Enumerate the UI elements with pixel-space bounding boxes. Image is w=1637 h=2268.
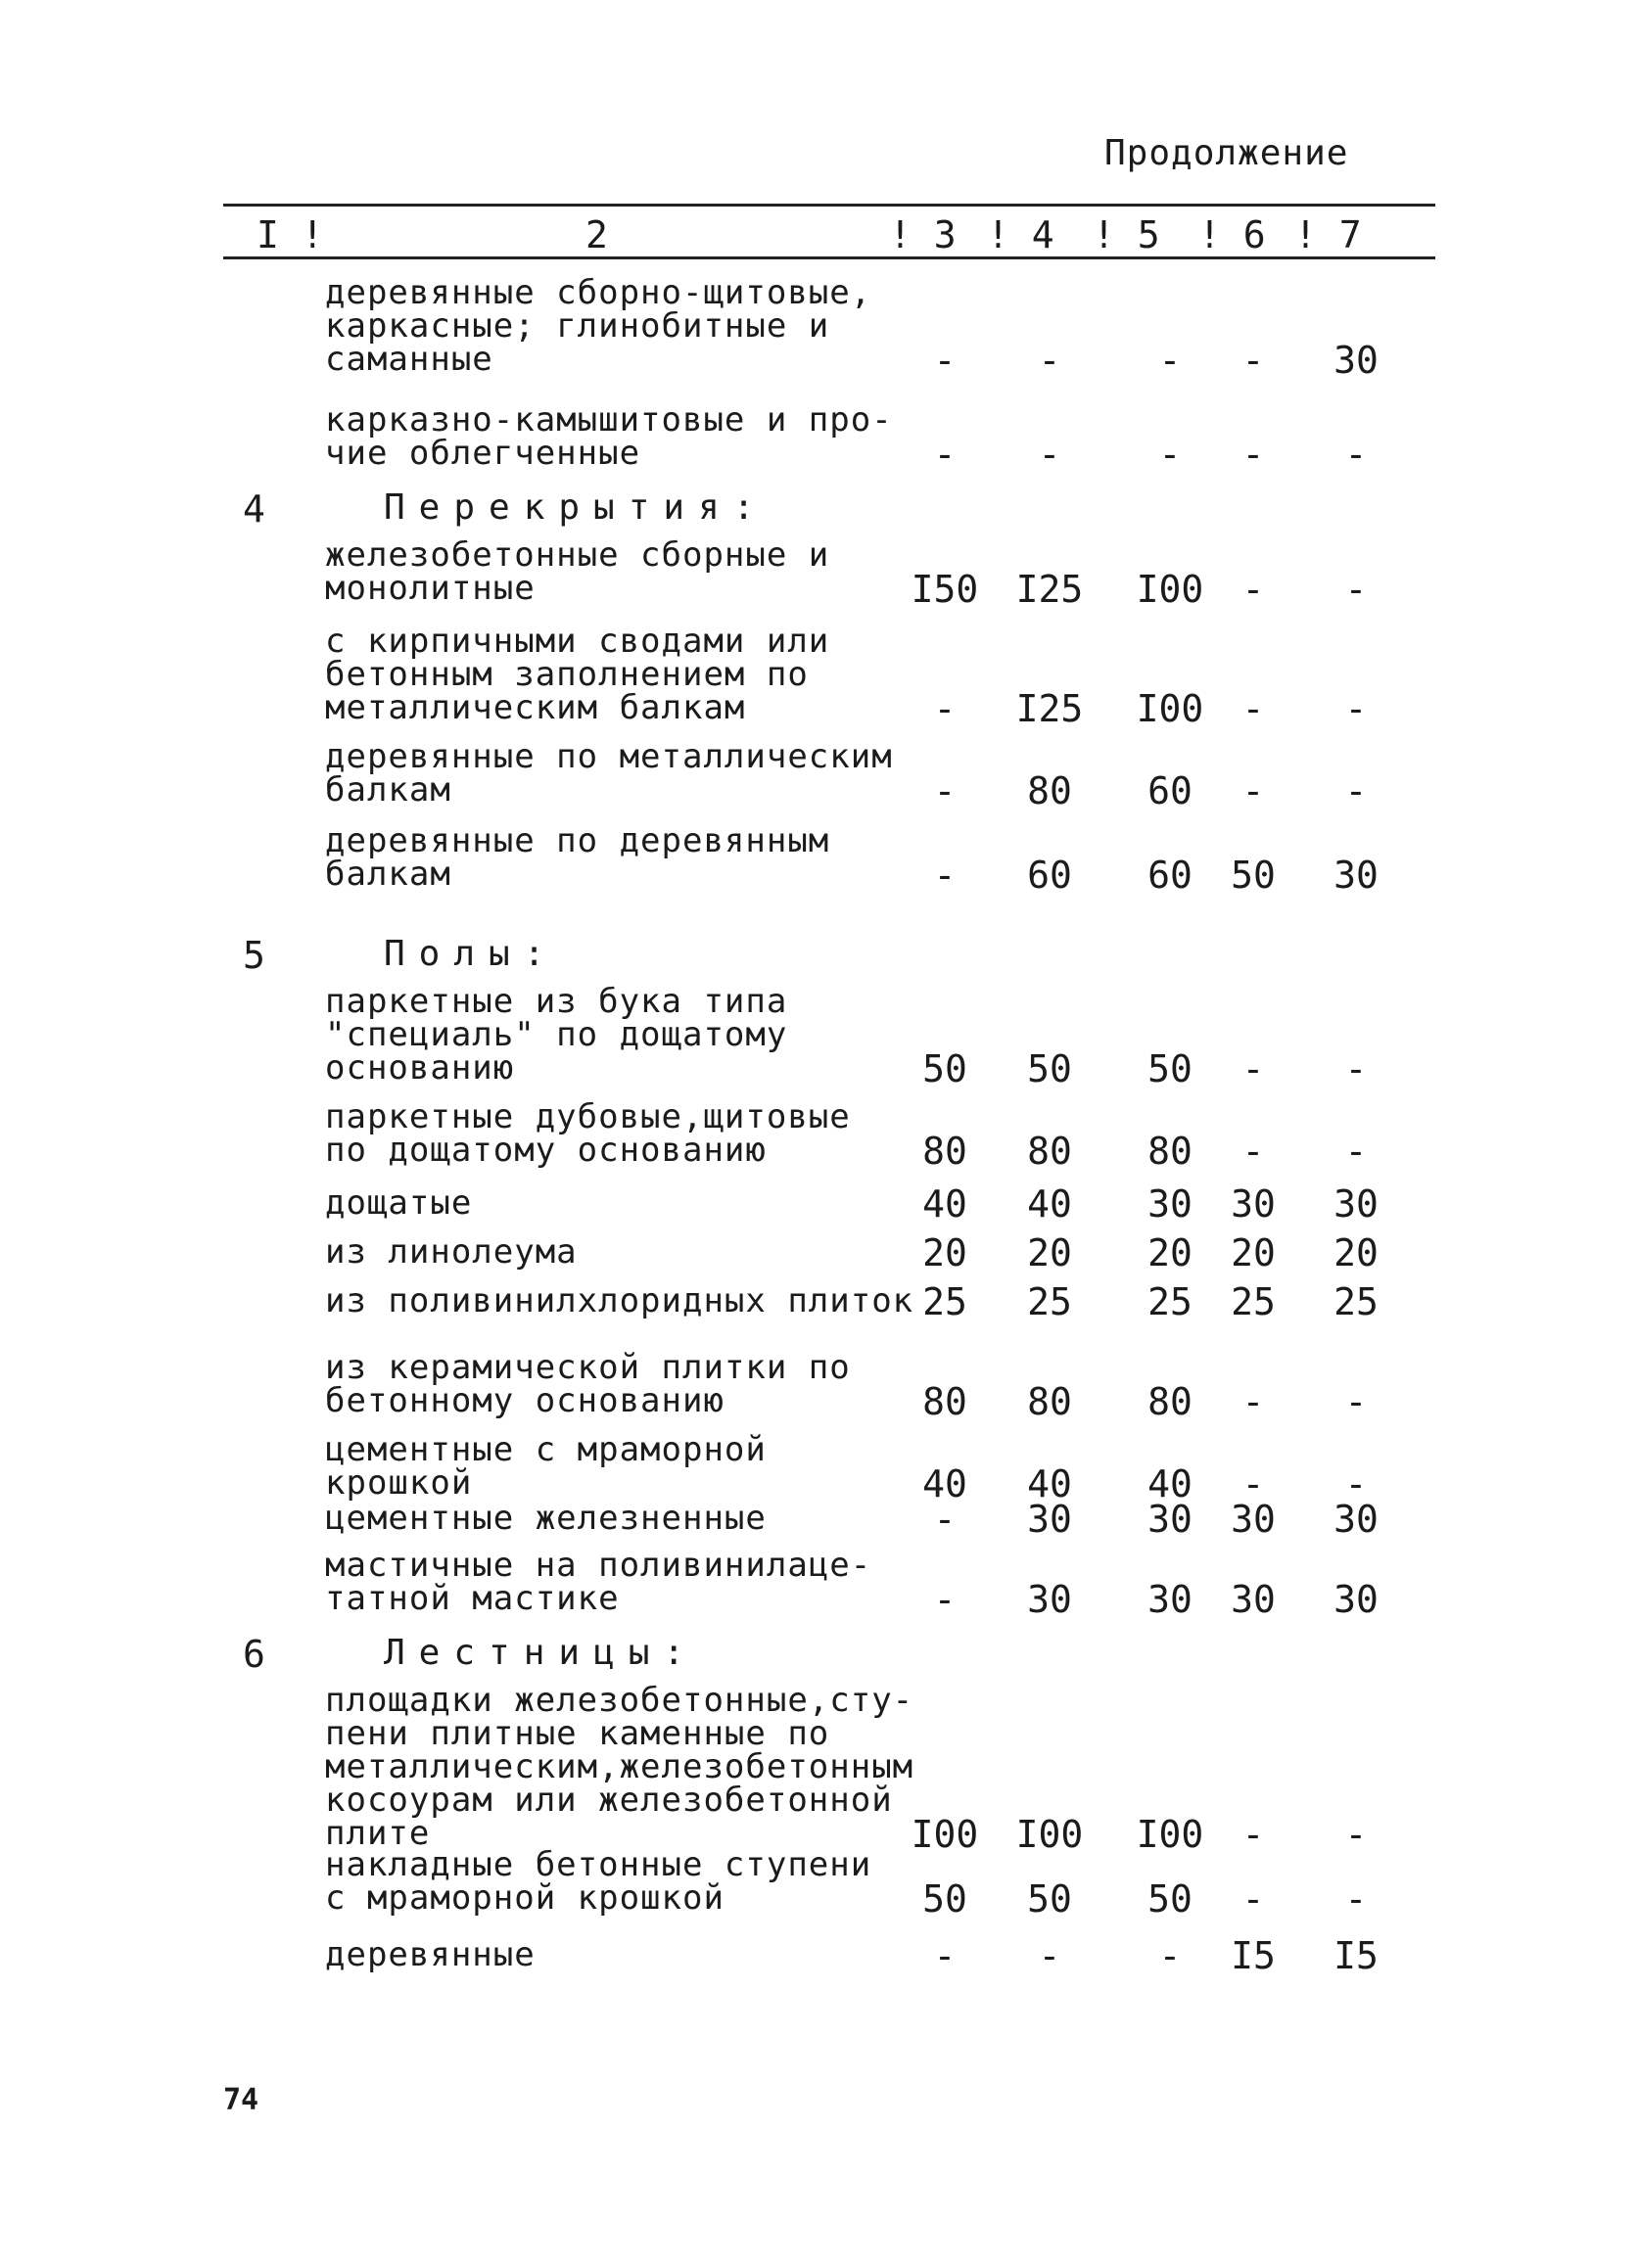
section-title: Лестницы:	[384, 1633, 699, 1673]
value-cell-col-4: 20	[1027, 1231, 1072, 1274]
row-label: железобетонные сборные и монолитные	[325, 535, 830, 608]
value-cell-col-3: -	[933, 1498, 957, 1541]
value-cell-col-5: 80	[1147, 1130, 1193, 1173]
value-cell-col-5: 25	[1147, 1280, 1193, 1323]
value-cell-col-6: -	[1241, 1877, 1265, 1921]
value-cell-col-4: -	[1038, 433, 1061, 476]
value-cell-col-5: 60	[1147, 854, 1193, 897]
value-cell-col-6: 30	[1231, 1182, 1276, 1226]
value-cell-col-3: 40	[922, 1462, 967, 1505]
row-label: паркетные дубовые,щитовые по дощатому основанию	[325, 1097, 851, 1170]
value-cell-col-4: 80	[1027, 1130, 1072, 1173]
value-cell-col-7: 30	[1333, 854, 1379, 897]
value-cell-col-3: 25	[922, 1280, 967, 1323]
value-cell-col-6: -	[1241, 769, 1265, 812]
value-cell-col-7: 25	[1333, 1280, 1379, 1323]
value-cell-col-5: 50	[1147, 1047, 1193, 1090]
value-cell-col-3: 80	[922, 1380, 967, 1423]
value-cell-col-3: I50	[911, 568, 979, 611]
value-cell-col-4: 60	[1027, 854, 1072, 897]
section-title: Перекрытия:	[384, 487, 769, 528]
value-cell-col-4: 30	[1027, 1498, 1072, 1541]
value-cell-col-5: I00	[1136, 687, 1204, 730]
value-cell-col-6: -	[1241, 433, 1265, 476]
value-cell-col-4: 50	[1027, 1877, 1072, 1921]
row-label: деревянные по деревянным балкам	[325, 821, 830, 894]
value-cell-col-7: 20	[1333, 1231, 1379, 1274]
value-cell-col-5: 50	[1147, 1877, 1193, 1921]
value-cell-col-7: -	[1344, 1877, 1368, 1921]
section-number: 5	[243, 934, 265, 977]
value-cell-col-3: -	[933, 1578, 957, 1621]
value-cell-col-7: -	[1344, 687, 1368, 730]
header-col-2: 2	[585, 213, 608, 256]
value-cell-col-5: 30	[1147, 1578, 1193, 1621]
header-col-5: ! 5	[1093, 213, 1160, 256]
row-label: деревянные	[325, 1935, 536, 1974]
row-label: паркетные из бука типа "специаль" по дощатому основанию	[325, 982, 788, 1088]
value-cell-col-6: I5	[1231, 1934, 1276, 1977]
value-cell-col-5: -	[1158, 433, 1182, 476]
continuation-label: Продолжение	[1104, 133, 1349, 173]
value-cell-col-3: -	[933, 1934, 957, 1977]
value-cell-col-3: -	[933, 433, 957, 476]
value-cell-col-4: 80	[1027, 769, 1072, 812]
value-cell-col-6: 25	[1231, 1280, 1276, 1323]
value-cell-col-5: 30	[1147, 1182, 1193, 1226]
value-cell-col-7: I5	[1333, 1934, 1379, 1977]
value-cell-col-6: 30	[1231, 1578, 1276, 1621]
row-label: мастичные на поливинилаце- татной мастике	[325, 1546, 872, 1618]
value-cell-col-3: -	[933, 769, 957, 812]
row-label: цементные с мраморной крошкой	[325, 1430, 767, 1503]
row-label: цементные железненные	[325, 1499, 767, 1538]
value-cell-col-3: -	[933, 687, 957, 730]
table-top-rule	[223, 204, 1435, 207]
row-label: из линолеума	[325, 1232, 578, 1272]
row-label: площадки железобетонные,сту- пени плитные каменные по металлическим,железобетонным косоурам или железобетонной плите	[325, 1681, 914, 1853]
page-number: 74	[223, 2083, 259, 2117]
row-label: карказно-камышитовые и про- чие облегченные	[325, 400, 893, 473]
header-col-6: ! 6	[1198, 213, 1266, 256]
value-cell-col-5: 60	[1147, 769, 1193, 812]
value-cell-col-7: 30	[1333, 1578, 1379, 1621]
value-cell-col-6: -	[1241, 1813, 1265, 1856]
value-cell-col-7: 30	[1333, 1182, 1379, 1226]
header-col-4: ! 4	[987, 213, 1054, 256]
value-cell-col-5: 80	[1147, 1380, 1193, 1423]
value-cell-col-6: -	[1241, 1130, 1265, 1173]
value-cell-col-6: -	[1241, 339, 1265, 382]
value-cell-col-5: 40	[1147, 1462, 1193, 1505]
value-cell-col-3: 50	[922, 1047, 967, 1090]
value-cell-col-7: 30	[1333, 1498, 1379, 1541]
value-cell-col-6: -	[1241, 568, 1265, 611]
value-cell-col-6: 30	[1231, 1498, 1276, 1541]
value-cell-col-3: -	[933, 339, 957, 382]
value-cell-col-7: -	[1344, 433, 1368, 476]
value-cell-col-4: I25	[1015, 568, 1084, 611]
value-cell-col-5: I00	[1136, 568, 1204, 611]
value-cell-col-4: I25	[1015, 687, 1084, 730]
value-cell-col-7: -	[1344, 1047, 1368, 1090]
value-cell-col-3: -	[933, 854, 957, 897]
value-cell-col-5: -	[1158, 1934, 1182, 1977]
value-cell-col-5: 30	[1147, 1498, 1193, 1541]
value-cell-col-4: -	[1038, 339, 1061, 382]
value-cell-col-4: -	[1038, 1934, 1061, 1977]
value-cell-col-5: 20	[1147, 1231, 1193, 1274]
value-cell-col-4: 25	[1027, 1280, 1072, 1323]
section-number: 6	[243, 1633, 265, 1676]
row-label: накладные бетонные ступени с мраморной крошкой	[325, 1845, 872, 1918]
value-cell-col-7: -	[1344, 1813, 1368, 1856]
section-number: 4	[243, 487, 265, 531]
value-cell-col-3: I00	[911, 1813, 979, 1856]
value-cell-col-6: -	[1241, 1462, 1265, 1505]
value-cell-col-7: 30	[1333, 339, 1379, 382]
value-cell-col-4: 30	[1027, 1578, 1072, 1621]
row-label: дощатые	[325, 1183, 473, 1223]
value-cell-col-4: 40	[1027, 1462, 1072, 1505]
value-cell-col-7: -	[1344, 1380, 1368, 1423]
value-cell-col-7: -	[1344, 1130, 1368, 1173]
row-label: с кирпичными сводами или бетонным заполнением по металлическим балкам	[325, 622, 830, 727]
value-cell-col-4: 40	[1027, 1182, 1072, 1226]
value-cell-col-7: -	[1344, 568, 1368, 611]
row-label: деревянные по металлическим балкам	[325, 737, 893, 810]
value-cell-col-3: 50	[922, 1877, 967, 1921]
value-cell-col-7: -	[1344, 769, 1368, 812]
value-cell-col-3: 80	[922, 1130, 967, 1173]
value-cell-col-6: -	[1241, 1047, 1265, 1090]
value-cell-col-6: -	[1241, 1380, 1265, 1423]
value-cell-col-5: I00	[1136, 1813, 1204, 1856]
value-cell-col-3: 40	[922, 1182, 967, 1226]
header-col-7: ! 7	[1294, 213, 1362, 256]
value-cell-col-7: -	[1344, 1462, 1368, 1505]
row-label: из поливинилхлоридных плиток	[325, 1281, 914, 1320]
value-cell-col-4: I00	[1015, 1813, 1084, 1856]
value-cell-col-3: 20	[922, 1231, 967, 1274]
value-cell-col-6: -	[1241, 687, 1265, 730]
row-label: из керамической плитки по бетонному основанию	[325, 1348, 851, 1420]
row-label: деревянные сборно-щитовые, каркасные; глинобитные и саманные	[325, 273, 872, 379]
value-cell-col-6: 50	[1231, 854, 1276, 897]
value-cell-col-6: 20	[1231, 1231, 1276, 1274]
value-cell-col-5: -	[1158, 339, 1182, 382]
value-cell-col-4: 80	[1027, 1380, 1072, 1423]
value-cell-col-4: 50	[1027, 1047, 1072, 1090]
header-col-3: ! 3	[889, 213, 957, 256]
table-header-rule	[223, 256, 1435, 259]
section-title: Полы:	[384, 934, 559, 974]
header-col-1: I !	[257, 213, 324, 256]
